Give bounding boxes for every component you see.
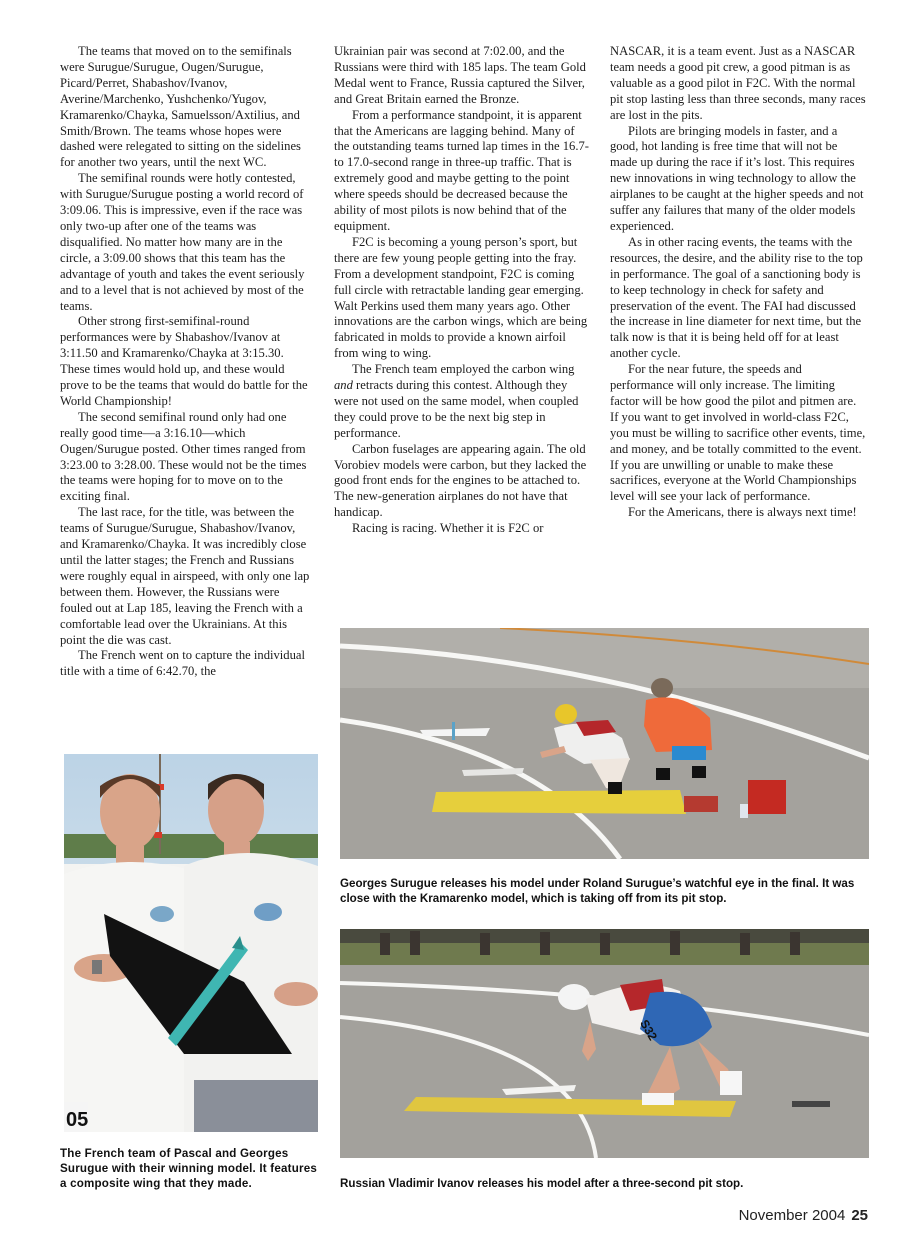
paragraph: As in other racing events, the teams with the resources, the desire, and the ability rise to the top in performance. The goal of a sanctioning body is to keep technology in check for safety and preservation of the event. The FAI had discussed the increase in line diameter for next time, but the talk now is that it is being held off for at least another cycle.: [610, 234, 863, 361]
text-run: retracts during this contest. Although they were not used on the same model, when coupled they could prove to be the next big step in performance.: [334, 378, 579, 440]
article-column-1: [60, 44, 314, 680]
photo-ivanov-release: [340, 929, 869, 1158]
photo-french-team: [64, 754, 318, 1132]
paragraph: The French went on to capture the individual title with a time of 6:42.70, the: [60, 648, 305, 679]
page-footer: [739, 1207, 868, 1224]
bib-number: 05: [66, 1109, 89, 1131]
issue-date: November 2004: [738, 1207, 846, 1224]
paragraph: Racing is racing. Whether it is F2C or: [352, 521, 544, 536]
caption-french-team: The French team of Pascal and Georges Surugue with their winning model. It features a composite wing that they made.: [60, 1147, 317, 1190]
paragraph: For the Americans, there is always next time!: [628, 505, 857, 520]
paragraph: The teams that moved on to the semifinals were Surugue/Surugue, Ougen/Surugue, Picard/Perret, Shabashov/Ivanov, Averine/Marchenko, Yushchenko/Yugov, Kramarenko/Chayka, Samuelsson/Axtilius, and Smith/Brown. The teams whose hopes were dashed were relegated to sitting on the sidelines for another two years, until the next WC.: [60, 44, 301, 170]
caption-ivanov: Russian Vladimir Ivanov releases his model after a three-second pit stop.: [340, 1177, 744, 1190]
paragraph: F2C is becoming a young person’s sport, but there are few young people getting into the fray. From a development standpoint, F2C is coming full circle with retractable landing gear emerging. Walt Perkins used them many years ago. Other innovations are the carbon wings, which are being fabricated in molds to provide a known airfoil from wing to wing.: [334, 234, 588, 361]
paragraph-carbon-wing: [334, 362, 590, 442]
paragraph: NASCAR, it is a team event. Just as a NASCAR team needs a good pit crew, a good pitman is as valuable as a good pilot in F2C. With the normal pit stop lasting less than three seconds, many races are lost in the pits.: [610, 44, 866, 122]
paragraph: Ukrainian pair was second at 7:02.00, and the Russians were third with 185 laps. The team Gold Medal went to France, Russia captured the Silver, and Great Britain earned the Bronze.: [334, 44, 586, 106]
paragraph: The semifinal rounds were hotly contested, with Surugue/Surugue posting a world record of 3:09.06. This is impressive, even if the race was only two-up after one of the teams was disqualified. No matter how many are in the circle, a 3:09.00 shows that this team has the advantage of youth and takes the event seriously and to a level that is not achieved by most of the teams.: [60, 171, 305, 313]
paragraph: Pilots are bringing models in faster, and a good, hot landing is free time that will not be made up during the race if it’s lost. This requires new innovations in wing technology to allow the airplanes to be caught at the higher speeds and not suffer any failures that many of the older models experienced.: [610, 123, 864, 233]
paragraph: The second semifinal round only had one really good time—a 3:16.10—which Ougen/Surugue posted. Other times ranged from 3:23.00 to 3:28.00. These would not be the times the teams were hoping for to move on to the exciting final.: [60, 409, 307, 504]
paragraph: For the near future, the speeds and performance will only increase. The limiting factor will be how good the pilot and pitmen are. If you want to get involved in world-class F2C, you must be willing to sacrifice other events, time, and money, and be totally committed to the event. If you are unwilling or unable to make these sacrifices, everyone at the World Championships level will see your lack of performance.: [610, 362, 866, 504]
text-run: The French team employed the carbon wing: [352, 362, 575, 377]
paragraph: The last race, for the title, was between the teams of Surugue/Surugue, Shabashov/Ivanov, and Kramarenko/Chayka. It was incredibly close until the latter stages; the French and Russians were roughly equal in airspeed, with only one lap between them. However, the Russians were fouled out at Lap 185, leaving the French with a comfortable lead over the Ukrainians. At this point the die was cast.: [60, 505, 310, 647]
article-column-2: [334, 44, 590, 537]
paragraph: From a performance standpoint, it is apparent that the Americans are lagging behind. Many of the outstanding teams turned lap times in the 16.7- to 17.0-second range in three-up traffic. That is extremely good and maybe getting to the point where speeds should be decreased because the ability of most pilots is now behind that of the equipment.: [334, 107, 589, 233]
paragraph: Other strong first-semifinal-round performances were by Shabashov/Ivanov at 3:11.50 and Kramarenko/Chayka at 3:15.30. These times would hold up, and these would prove to be the teams that would do battle for the World Championship!: [60, 314, 308, 408]
racer-number: S32: [637, 1017, 661, 1043]
page-number: 25: [851, 1207, 868, 1224]
article-column-3: [610, 44, 866, 521]
photo-final-pit-stop: [340, 628, 869, 859]
paragraph: Carbon fuselages are appearing again. The old Vorobiev models were carbon, but they lacked the good front ends for the engines to be attached to. The new-generation airplanes do not have that handicap.: [334, 441, 587, 520]
caption-final: Georges Surugue releases his model under Roland Surugue’s watchful eye in the final. It was close with the Kramarenko model, which is taking off from its pit stop.: [340, 877, 855, 905]
emphasis: and: [334, 378, 353, 393]
